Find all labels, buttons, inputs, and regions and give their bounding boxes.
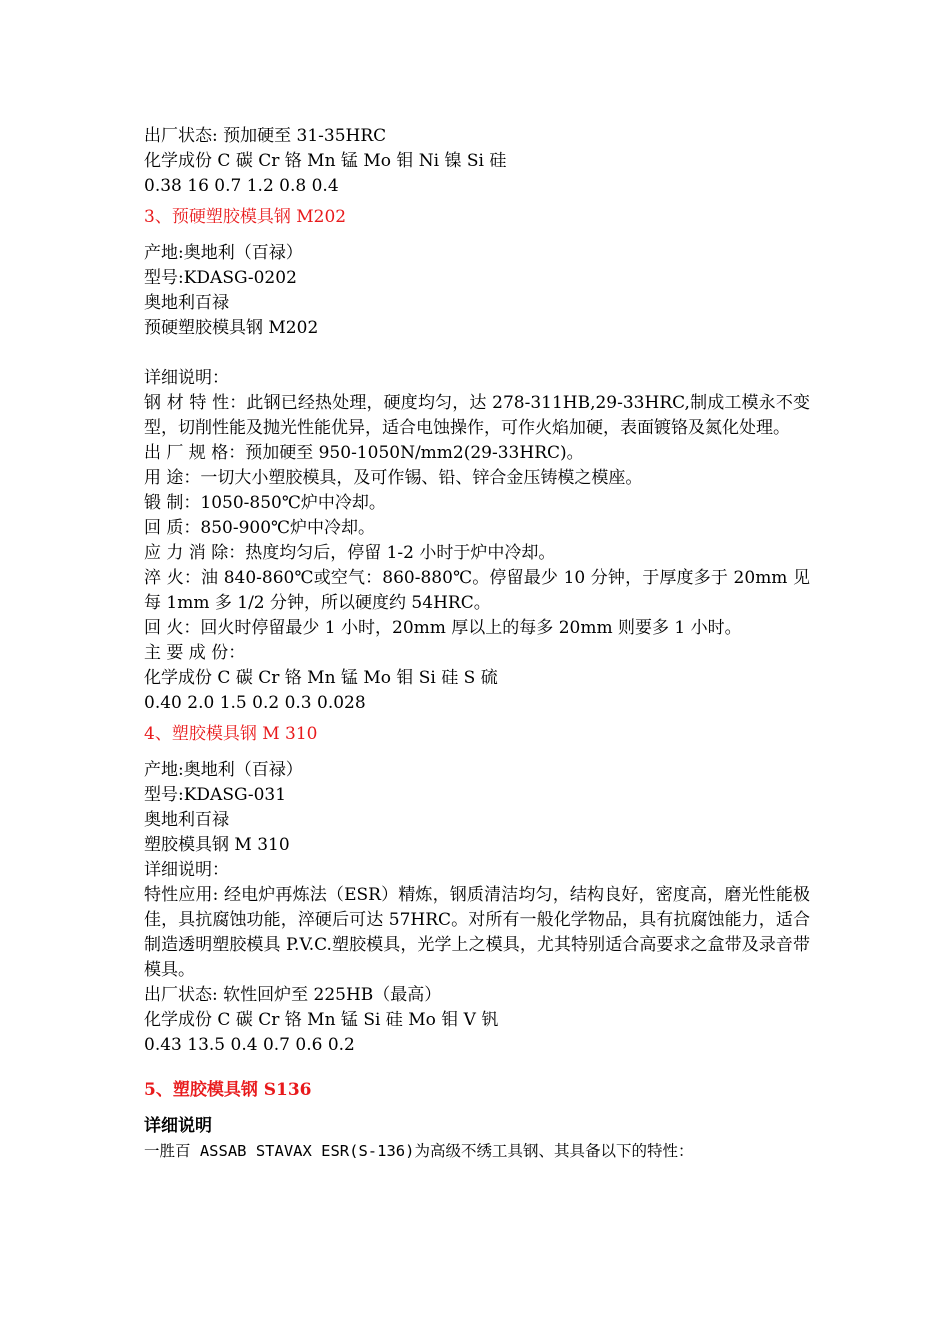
sec4-chem-values: 0.43 13.5 0.4 0.7 0.6 0.2 [144, 1035, 355, 1055]
sec2-chem-values: 0.38 16 0.7 1.2 0.8 0.4 [144, 176, 339, 196]
sec3-usage: 用 途：一切大小塑胶模具，及可作锡、铅、锌合金压铸模之模座。 [144, 468, 643, 488]
sec3-property: 钢 材 特 性：此钢已经热处理，硬度均匀，达 278-311HB,29-33HRC,制成工模永不变型，切削性能及抛光性能优异，适合电蚀操作，可作火焰加硬，表面镀铬及氮化处理。 [144, 393, 810, 438]
sec3-main-comp: 主 要 成 份： [144, 643, 246, 663]
sec3-tempering-quality: 回 质：850-900℃炉中冷却。 [144, 518, 376, 538]
sec4-chem-header: 化学成份 C 碳 Cr 铬 Mn 锰 Si 硅 Mo 钼 V 钒 [144, 1010, 499, 1030]
sec4-name: 塑胶模具钢 M 310 [144, 835, 290, 855]
sec4-application: 特性应用: 经电炉再炼法（ESR）精炼，钢质清洁均匀，结构良好，密度高，磨光性能极佳，具抗腐蚀功能，淬硬后可达 57HRC。对所有一般化学物品，具有抗腐蚀能力，适合制造透明塑胶模具 P.V.C.塑胶模具，光学上之模具，尤其特别适合高要求之盒带及录音带模具。 [144, 885, 810, 980]
sec3-chem-header: 化学成份 C 碳 Cr 铬 Mn 锰 Mo 钼 Si 硅 S 硫 [144, 668, 498, 688]
sec3-forging: 锻 制：1050-850℃炉中冷却。 [144, 493, 386, 513]
sec3-origin: 产地:奥地利（百禄） [144, 243, 303, 263]
sec5-intro: 一胜百 ASSAB STAVAX ESR(S-136)为高级不绣工具钢、其具备以下的特性： [144, 1142, 694, 1160]
sec3-heading: 3、预硬塑胶模具钢 M202 [144, 207, 347, 227]
sec4-origin: 产地:奥地利（百禄） [144, 760, 303, 780]
sec3-stress-relief: 应 力 消 除：热度均匀后，停留 1-2 小时于炉中冷却。 [144, 543, 556, 563]
sec3-quench: 淬 火：油 840-860℃或空气：860-880℃。停留最少 10 分钟，于厚度多于 20mm 见每 1mm 多 1/2 分钟，所以硬度约 54HRC。 [144, 568, 810, 613]
sec3-factory-spec: 出 厂 规 格：预加硬至 950-1050N/mm2(29-33HRC)。 [144, 443, 584, 463]
sec3-brand: 奥地利百禄 [144, 293, 229, 313]
sec4-heading: 4、塑胶模具钢 M 310 [144, 724, 318, 744]
sec4-brand: 奥地利百禄 [144, 810, 229, 830]
sec3-detail-label: 详细说明： [144, 368, 229, 388]
sec4-model: 型号:KDASG-031 [144, 785, 287, 805]
sec3-temper: 回 火：回火时停留最少 1 小时，20mm 厚以上的每多 20mm 则要多 1 小时。 [144, 618, 742, 638]
document-page [144, 124, 810, 1164]
sec5-heading: 5、塑胶模具钢 S136 [144, 1080, 312, 1100]
sec3-model: 型号:KDASG-0202 [144, 268, 297, 288]
sec2-chem-header: 化学成份 C 碳 Cr 铬 Mn 锰 Mo 钼 Ni 镍 Si 硅 [144, 151, 507, 171]
sec3-chem-values: 0.40 2.0 1.5 0.2 0.3 0.028 [144, 693, 366, 713]
sec3-name: 预硬塑胶模具钢 M202 [144, 318, 319, 338]
sec4-detail-label: 详细说明： [144, 860, 229, 880]
sec4-factory-state: 出厂状态: 软性回炉至 225HB（最高） [144, 985, 442, 1005]
sec2-factory-state: 出厂状态: 预加硬至 31-35HRC [144, 126, 387, 146]
sec5-detail-label: 详细说明 [144, 1116, 212, 1136]
